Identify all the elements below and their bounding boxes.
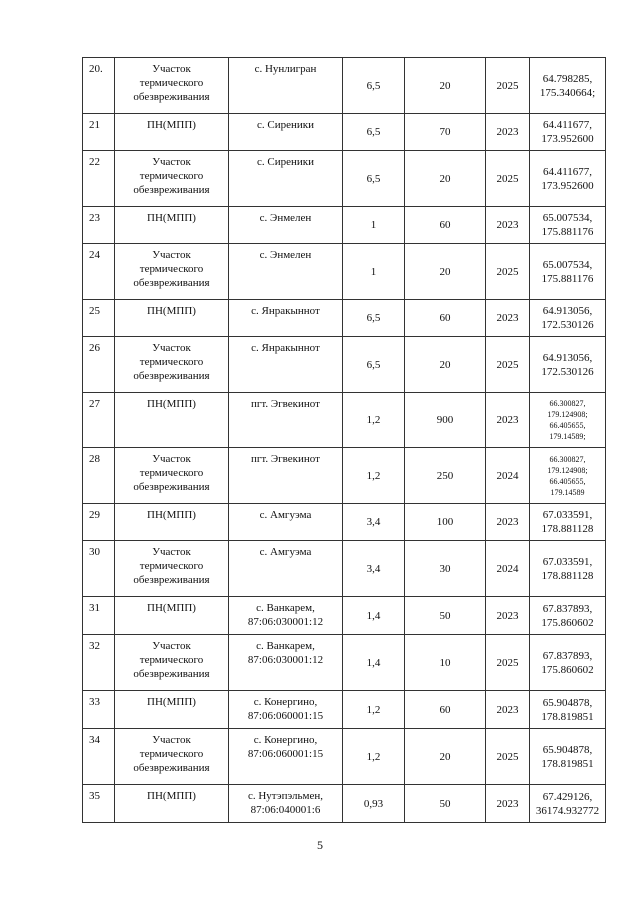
coordinates-cell: 65.007534, 175.881176 [530,244,606,300]
coordinates-cell: 64.913056, 172.530126 [530,300,606,337]
location-cell: с. Энмелен [229,207,343,244]
location-cell: с. Энмелен [229,244,343,300]
table-row [83,691,606,729]
table-row [83,244,606,300]
volume-cell: 30 [405,541,486,597]
coordinates-cell: 64.913056, 172.530126 [530,337,606,393]
facility-type-cell: ПН(МПП) [115,393,229,448]
row-number-cell: 35 [83,785,115,823]
coordinates-cell: 65.904878, 178.819851 [530,729,606,785]
facility-type-cell: Участок термического обезвреживания [115,448,229,504]
facility-type-cell: ПН(МПП) [115,207,229,244]
volume-cell: 60 [405,691,486,729]
row-number-cell: 31 [83,597,115,635]
facility-type-cell: Участок термического обезвреживания [115,729,229,785]
volume-cell: 20 [405,244,486,300]
table-row [83,207,606,244]
row-number-cell: 34 [83,729,115,785]
facility-type-cell: ПН(МПП) [115,785,229,823]
location-cell: пгт. Эгвекинот [229,448,343,504]
capacity-cell: 1,2 [343,393,405,448]
year-cell: 2023 [486,207,530,244]
coordinates-cell: 65.007534, 175.881176 [530,207,606,244]
year-cell: 2023 [486,597,530,635]
capacity-cell: 0,93 [343,785,405,823]
volume-cell: 100 [405,504,486,541]
facility-type-cell: ПН(МПП) [115,691,229,729]
coordinates-cell: 67.429126, 36174.932772 [530,785,606,823]
coordinates-cell: 67.033591, 178.881128 [530,504,606,541]
facility-type-cell: ПН(МПП) [115,114,229,151]
capacity-cell: 3,4 [343,541,405,597]
facilities-table [82,57,606,823]
row-number-cell: 21 [83,114,115,151]
row-number-cell: 28 [83,448,115,504]
volume-cell: 250 [405,448,486,504]
row-number-cell: 26 [83,337,115,393]
row-number-cell: 33 [83,691,115,729]
table-row [83,300,606,337]
year-cell: 2025 [486,58,530,114]
capacity-cell: 1 [343,207,405,244]
capacity-cell: 6,5 [343,337,405,393]
volume-cell: 60 [405,300,486,337]
facility-type-cell: Участок термического обезвреживания [115,337,229,393]
year-cell: 2024 [486,448,530,504]
volume-cell: 900 [405,393,486,448]
table-row [83,114,606,151]
row-number-cell: 30 [83,541,115,597]
year-cell: 2023 [486,114,530,151]
location-cell: с. Амгуэма [229,504,343,541]
table-row [83,393,606,448]
capacity-cell: 1,2 [343,448,405,504]
table-row [83,151,606,207]
year-cell: 2025 [486,337,530,393]
coordinates-cell: 66.300827, 179.124908; 66.405655, 179.14589 [530,448,606,504]
location-cell: с. Конергино, 87:06:060001:15 [229,729,343,785]
coordinates-cell: 64.411677, 173.952600 [530,151,606,207]
year-cell: 2025 [486,151,530,207]
location-cell: с. Янракыннот [229,300,343,337]
table-row [83,58,606,114]
year-cell: 2025 [486,244,530,300]
volume-cell: 20 [405,729,486,785]
location-cell: с. Сиреники [229,114,343,151]
year-cell: 2023 [486,785,530,823]
coordinates-cell: 66.300827, 179.124908; 66.405655, 179.14589; [530,393,606,448]
facility-type-cell: Участок термического обезвреживания [115,58,229,114]
volume-cell: 10 [405,635,486,691]
volume-cell: 20 [405,151,486,207]
capacity-cell: 3,4 [343,504,405,541]
facility-type-cell: ПН(МПП) [115,300,229,337]
row-number-cell: 29 [83,504,115,541]
facility-type-cell: ПН(МПП) [115,597,229,635]
facility-type-cell: Участок термического обезвреживания [115,244,229,300]
capacity-cell: 1,4 [343,597,405,635]
row-number-cell: 20. [83,58,115,114]
coordinates-cell: 64.411677, 173.952600 [530,114,606,151]
location-cell: с. Нутэпэльмен, 87:06:040001:6 [229,785,343,823]
location-cell: с. Нунлигран [229,58,343,114]
year-cell: 2025 [486,635,530,691]
volume-cell: 50 [405,785,486,823]
row-number-cell: 25 [83,300,115,337]
coordinates-cell: 65.904878, 178.819851 [530,691,606,729]
capacity-cell: 6,5 [343,114,405,151]
row-number-cell: 27 [83,393,115,448]
row-number-cell: 23 [83,207,115,244]
facility-type-cell: Участок термического обезвреживания [115,635,229,691]
facility-type-cell: ПН(МПП) [115,504,229,541]
table-row [83,597,606,635]
coordinates-cell: 67.033591, 178.881128 [530,541,606,597]
coordinates-cell: 67.837893, 175.860602 [530,635,606,691]
capacity-cell: 1,4 [343,635,405,691]
location-cell: с. Сиреники [229,151,343,207]
year-cell: 2023 [486,300,530,337]
year-cell: 2023 [486,504,530,541]
year-cell: 2023 [486,691,530,729]
volume-cell: 70 [405,114,486,151]
year-cell: 2023 [486,393,530,448]
capacity-cell: 1 [343,244,405,300]
volume-cell: 50 [405,597,486,635]
capacity-cell: 6,5 [343,58,405,114]
location-cell: с. Ванкарем, 87:06:030001:12 [229,597,343,635]
year-cell: 2024 [486,541,530,597]
coordinates-cell: 64.798285, 175.340664; [530,58,606,114]
volume-cell: 60 [405,207,486,244]
row-number-cell: 32 [83,635,115,691]
table-row [83,504,606,541]
year-cell: 2025 [486,729,530,785]
table-row [83,337,606,393]
capacity-cell: 1,2 [343,691,405,729]
row-number-cell: 22 [83,151,115,207]
capacity-cell: 6,5 [343,151,405,207]
row-number-cell: 24 [83,244,115,300]
location-cell: с. Амгуэма [229,541,343,597]
table-row [83,785,606,823]
table-row [83,729,606,785]
capacity-cell: 1,2 [343,729,405,785]
page-number: 5 [317,838,323,852]
location-cell: с. Конергино, 87:06:060001:15 [229,691,343,729]
table-row [83,635,606,691]
location-cell: пгт. Эгвекинот [229,393,343,448]
location-cell: с. Янракыннот [229,337,343,393]
location-cell: с. Ванкарем, 87:06:030001:12 [229,635,343,691]
coordinates-cell: 67.837893, 175.860602 [530,597,606,635]
capacity-cell: 6,5 [343,300,405,337]
facility-type-cell: Участок термического обезвреживания [115,541,229,597]
table-row [83,448,606,504]
volume-cell: 20 [405,337,486,393]
volume-cell: 20 [405,58,486,114]
facility-type-cell: Участок термического обезвреживания [115,151,229,207]
table-row [83,541,606,597]
